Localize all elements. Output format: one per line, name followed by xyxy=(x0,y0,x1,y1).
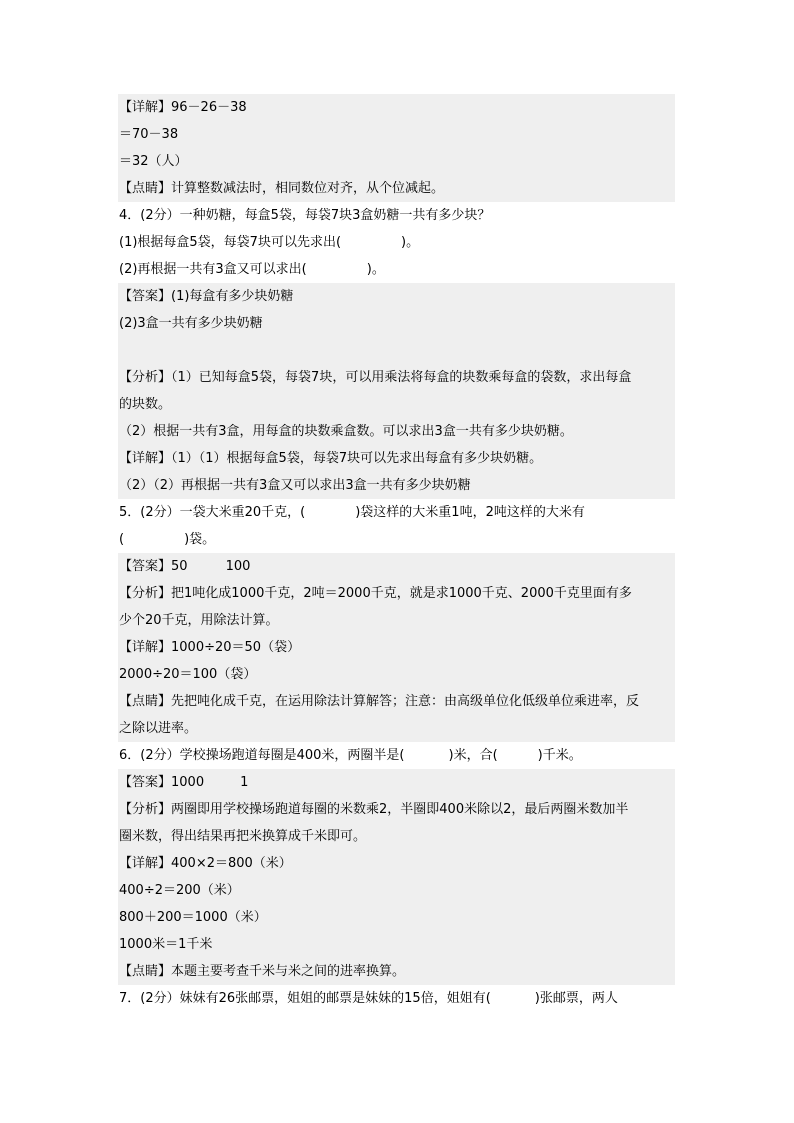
q6-answer: 【答案】1000 1 xyxy=(118,769,675,796)
analysis-label: 【分析】 xyxy=(119,586,172,601)
q5-stem: 5．(2分）一袋大米重20千克，( )袋这样的大米重1吨，2吨这样的大米有 xyxy=(119,505,585,520)
q6-detail-1: 【详解】400×2＝800（米） xyxy=(118,850,675,877)
q4-answer-1: 【答案】(1)每盒有多少块奶糖 xyxy=(118,283,675,310)
q4-detail-1: 【详解】（1）（1）根据每盒5袋，每袋7块可以先求出每盒有多少块奶糖。 xyxy=(118,445,675,472)
q6-analysis-1: 【分析】两圈即用学校操场跑道每圈的米数乘2，半圈即400米除以2，最后两圈米数加半 xyxy=(118,796,675,823)
answer-label: 【答案】 xyxy=(119,775,172,790)
q4-analysis-2: （2）根据一共有3盒，用每盒的块数乘盒数。可以求出3盒一共有多少块奶糖。 xyxy=(118,418,675,445)
blank-line xyxy=(118,337,675,364)
tip-label: 【点睛】 xyxy=(119,694,172,709)
tip-label: 【点睛】 xyxy=(119,181,172,196)
detail-label: 【详解】 xyxy=(119,856,172,871)
q3-tip: 【点睛】计算整数减法时，相同数位对齐，从个位减起。 xyxy=(118,175,675,202)
q5-detail-1: 【详解】1000÷20＝50（袋） xyxy=(118,634,675,661)
analysis-label: 【分析】 xyxy=(119,802,172,817)
q7-stem: 7．(2分）妹妹有26张邮票，姐姐的邮票是妹妹的15倍，姐姐有( )张邮票，两人 xyxy=(119,991,618,1006)
answer-label: 【答案】 xyxy=(119,289,172,304)
analysis-label: 【分析】 xyxy=(119,370,172,385)
q4-analysis-1-cont: 的块数。 xyxy=(118,391,675,418)
q6-stem: 6．(2分）学校操场跑道每圈是400米，两圈半是( )米，合( )千米。 xyxy=(119,748,582,763)
q4-analysis-1: 【分析】（1）已知每盒5袋，每袋7块，可以用乘法将每盒的块数乘每盒的袋数，求出每盒 xyxy=(118,364,675,391)
q5-detail-2: 2000÷20＝100（袋） xyxy=(118,661,675,688)
answer-label: 【答案】 xyxy=(119,559,172,574)
q6-detail-3: 800＋200＝1000（米） xyxy=(118,904,675,931)
q6-detail-4: 1000米＝1千米 xyxy=(118,931,675,958)
document-body xyxy=(118,94,675,1012)
q5-tip-1: 【点睛】先把吨化成千克，在运用除法计算解答；注意：由高级单位化低级单位乘进率，反 xyxy=(118,688,675,715)
q4-answer-2: (2)3盒一共有多少块奶糖 xyxy=(118,310,675,337)
q3-detail-line-2: ＝70－38 xyxy=(118,121,675,148)
q3-detail-line-1: 【详解】96－26－38 xyxy=(118,94,675,121)
q3-detail-line-3: ＝32（人） xyxy=(118,148,675,175)
q4-stem: 4．(2分）一种奶糖，每盒5袋，每袋7块3盒奶糖一共有多少块？ xyxy=(119,208,491,223)
q4-sub-1: (1)根据每盒5袋，每袋7块可以先求出( )。 xyxy=(119,235,420,250)
tip-label: 【点睛】 xyxy=(119,964,172,979)
q6-analysis-2: 圈米数，得出结果再把米换算成千米即可。 xyxy=(118,823,675,850)
q4-detail-2: （2）（2）再根据一共有3盒又可以求出3盒一共有多少块奶糖 xyxy=(118,472,675,499)
detail-label: 【详解】 xyxy=(119,451,172,466)
q5-tip-2: 之除以进率。 xyxy=(118,715,675,742)
q5-stem-cont: ( )袋。 xyxy=(119,532,216,547)
q5-answer: 【答案】50 100 xyxy=(118,553,675,580)
q5-analysis-1: 【分析】把1吨化成1000千克，2吨＝2000千克，就是求1000千克、2000千克里面有多 xyxy=(118,580,675,607)
q4-sub-2: (2)再根据一共有3盒又可以求出( )。 xyxy=(119,262,385,277)
detail-label: 【详解】 xyxy=(119,640,172,655)
q6-tip: 【点睛】本题主要考查千米与米之间的进率换算。 xyxy=(118,958,675,985)
q5-analysis-2: 少个20千克，用除法计算。 xyxy=(118,607,675,634)
detail-label: 【详解】 xyxy=(119,100,172,115)
q6-detail-2: 400÷2＝200（米） xyxy=(118,877,675,904)
